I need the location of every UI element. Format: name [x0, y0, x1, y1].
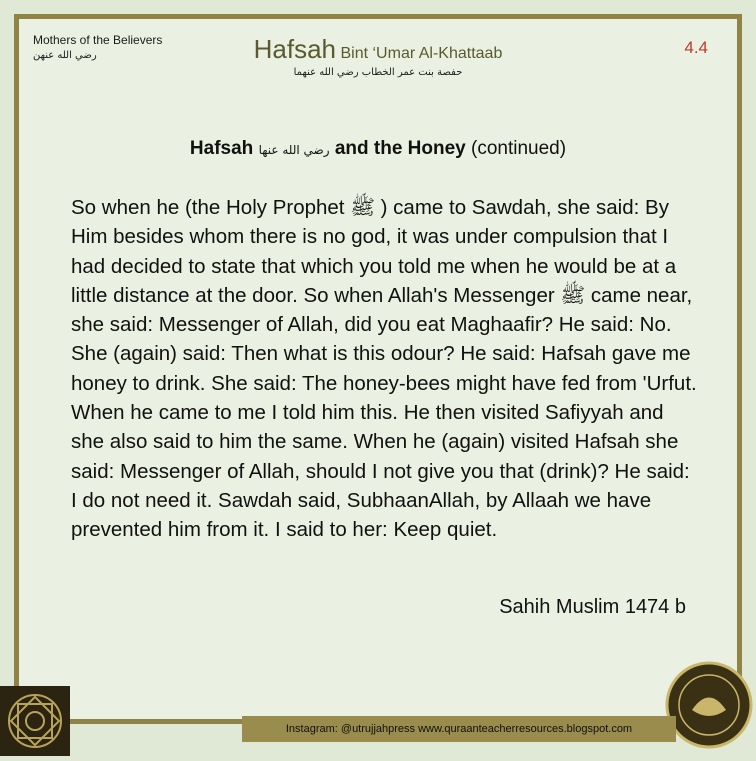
series-title-ar: رضي الله عنهن: [33, 50, 97, 61]
section-heading: [0, 138, 756, 160]
title-arabic: حفصة بنت عمر الخطاب رضي الله عنهما: [293, 67, 463, 78]
title-main: Hafsah: [253, 34, 337, 64]
publisher-logo: [664, 660, 754, 750]
geometric-star-icon: [0, 686, 70, 756]
heading-topic: and the Honey: [334, 138, 466, 159]
page-number: 4.4: [684, 38, 708, 57]
hadith-text: So when he (the Holy Prophet ﷺ ) came to Sawdah, she said: By Him besides whom there is no god, it was under compulsion that I had decided to state that which you told me when he would be at a little distance at the door. So when Allah's Messenger ﷺ came near, she said: Messenger of Allah, did you eat Maghaafir? He said: No. She (again) said: Then what is this odour? He said: Hafsah gave me honey to drink. She said: The honey-bees might have fed from 'Urfut. When he came to me I told him this. He then visited Safiyyah and she also said to him the same. When he (again) visited Hafsah she said: Messenger of Allah, should I not give you that (drink)? He said: I do not need it. Sawdah said, SubhaanAllah, by Allaah we have prevented him from it. I said to her: Keep quiet.: [71, 196, 697, 542]
title-subtitle: Bint ‘Umar Al-Khattaab: [340, 45, 503, 62]
series-title-en: Mothers of the Believers: [33, 33, 163, 47]
heading-honorific: رضي الله عنها: [258, 143, 330, 157]
heading-name: Hafsah: [189, 138, 254, 159]
heading-suffix: (continued): [471, 138, 567, 159]
footer-bar: Instagram: @utrujjahpress www.quraanteacherresources.blogspot.com: [242, 716, 676, 742]
page-title: [0, 34, 756, 78]
hadith-source: Sahih Muslim 1474 b: [499, 596, 686, 618]
